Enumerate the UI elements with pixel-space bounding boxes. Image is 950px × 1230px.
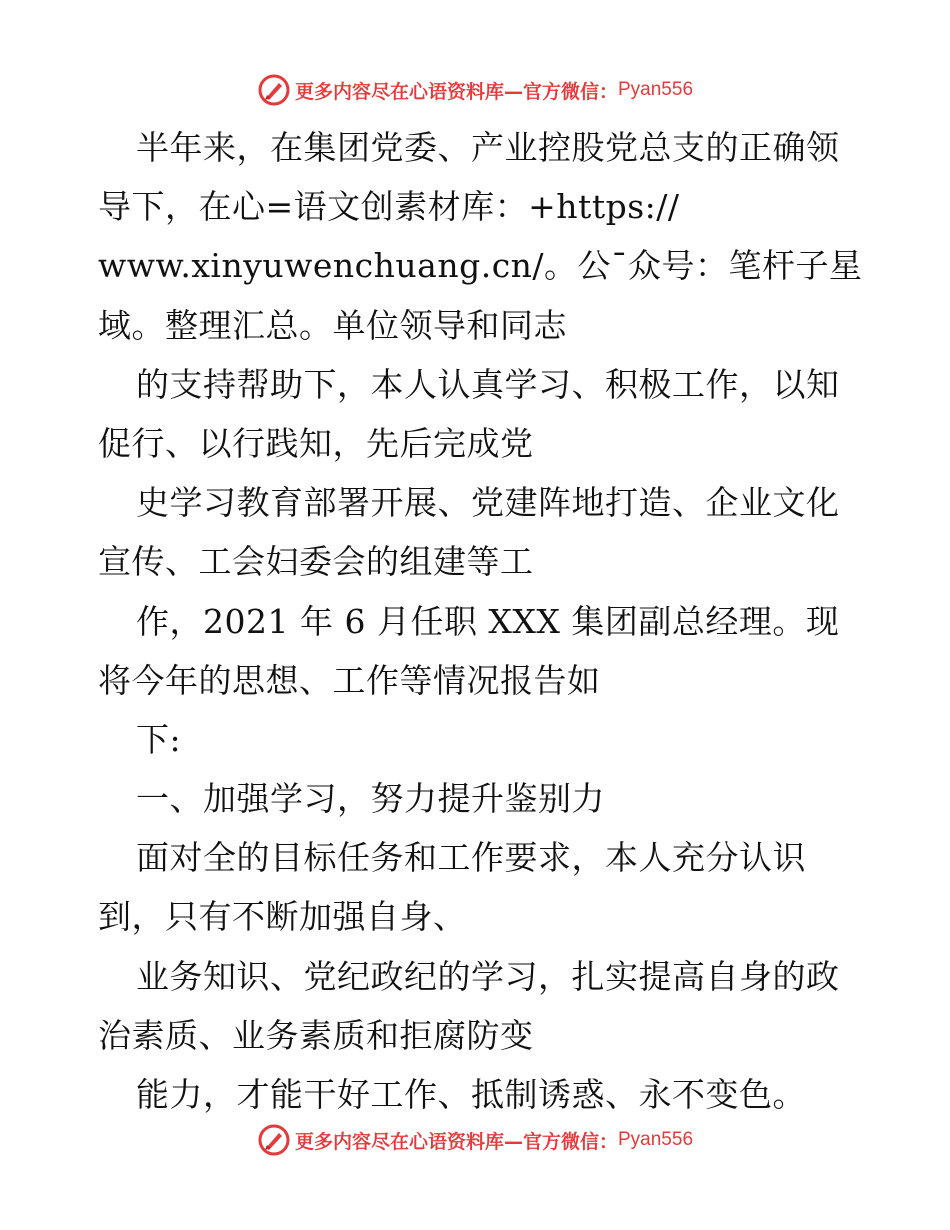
body-text-line: 业务知识、党纪政纪的学习，扎实提高自身的政 [136,956,840,996]
body-text-line: 能力，才能干好工作、抵制诱惑、永不变色。 [136,1075,806,1114]
body-text-line: 的支持帮助下，本人认真学习、积极工作，以知 [136,364,840,404]
body-text-line: 宣传、工会妇委会的组建等工 [98,542,534,582]
banner-wechat-handle: Pyan556 [618,79,694,100]
body-text-line: 半年来，在集团党委、产业控股党总支的正确领 [136,128,840,167]
body-text-line: 域。整理汇总。单位领导和同志 [98,305,567,345]
body-text-line: 下: [136,719,182,759]
body-text-line: 到，只有不断加强自身、 [98,897,467,937]
pen-logo-icon [257,1123,291,1157]
body-text-line: 面对全的目标任务和工作要求，本人充分认识 [136,838,806,878]
body-text-line: www.xinyuwenchuang.cn/。公¯众号：笔杆子星 [98,246,863,286]
footer-watermark-banner [0,1120,950,1160]
banner-text: 更多内容尽在心语资料库—官方微信： [294,1130,618,1153]
body-text-line: 导下，在心=语文创素材库：+https:// [98,187,680,227]
header-watermark-banner [0,70,950,110]
banner-text: 更多内容尽在心语资料库—官方微信： [294,80,618,103]
document-body [98,118,868,1124]
body-text-line: 促行、以行践知，先后完成党 [98,423,534,463]
body-text-line: 史学习教育部署开展、党建阵地打造、企业文化 [136,483,840,523]
pen-logo-icon [257,73,291,107]
body-text-line: 作，2021 年 6 月任职 XXX 集团副总经理。现 [136,601,840,641]
body-text-line: 将今年的思想、工作等情况报告如 [98,660,601,700]
body-text-line: 一、加强学习，努力提升鉴别力 [136,779,605,819]
banner-wechat-handle: Pyan556 [618,1129,694,1150]
body-text-line: 治素质、业务素质和拒腐防变 [98,1015,534,1055]
